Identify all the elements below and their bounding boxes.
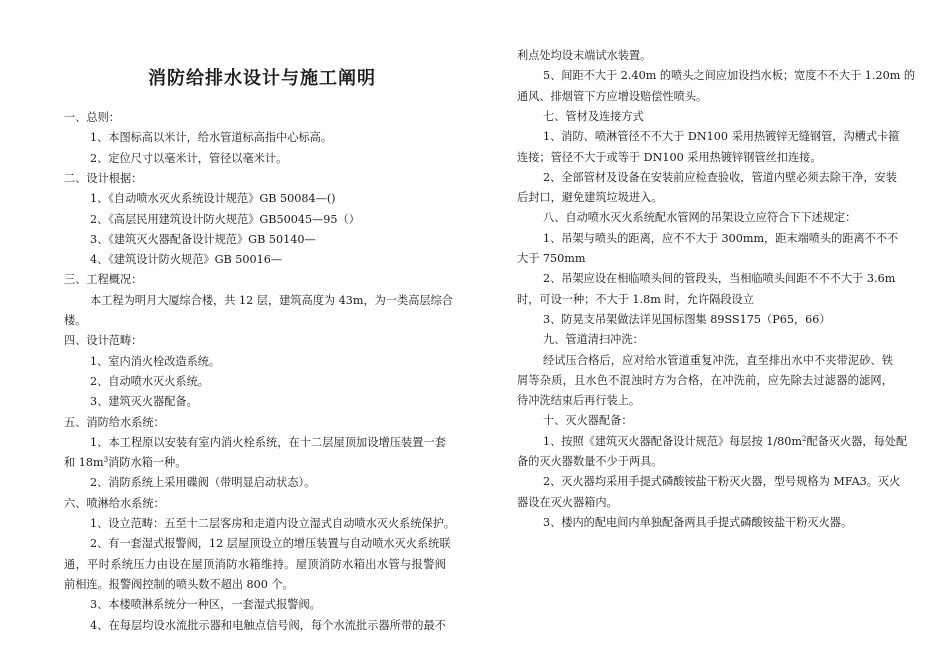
paragraph-line: 3、本楼喷淋系统分一种区，一套湿式报警阀。 <box>90 598 321 612</box>
section-heading: 四、设计范畴： <box>64 334 143 348</box>
paragraph-line: 通风、排烟管下方应增设赔偿性喷头。 <box>517 89 708 103</box>
paragraph-line: 3、楼内的配电间内单独配备两具手提式磷酸铵盐干粉灭火器。 <box>543 515 853 529</box>
paragraph-line: 2、吊架应设在相临喷头间的管段头，当相临喷头间距不不不大于 3.6m <box>543 272 896 286</box>
section-heading: 三、工程概况： <box>64 273 143 287</box>
paragraph-line: 时，可设一种；不大于 1.8m 时，允许隔段设立 <box>517 292 754 306</box>
paragraph-line: 通，平时系统压力由设在屋顶消防水箱维持。屋顶消防水箱出水管与报警阀 <box>64 557 446 571</box>
paragraph-line: 连接；管径不大于或等于 DN100 采用热镀锌钢管丝扣连接。 <box>517 150 822 164</box>
paragraph-line: 大于 750mm <box>517 252 586 265</box>
paragraph-line: 1、按照《建筑灭火器配备设计规范》每层按 $1/80m^2$配备灭火器，每处配 <box>543 434 908 448</box>
paragraph-line: 器设在灭火器箱内。 <box>517 495 618 509</box>
paragraph-line: 4、在每层均设水流批示器和电触点信号阀，每个水流批示器所带的最不 <box>90 618 446 632</box>
paragraph-line: 3、建筑灭火器配备。 <box>90 395 198 409</box>
paragraph-line: 1、消防、喷淋管径不不大于 DN100 采用热镀锌无缝钢管，沟槽式卡箍 <box>543 130 900 144</box>
paragraph-line: 1、室内消火栓改造系统。 <box>90 354 221 368</box>
paragraph-line: 3、《建筑灭火器配备设计规范》GB 50140— <box>90 232 316 246</box>
paragraph-line: 1、《自动喷水灭火系统设计规范》GB 50084—() <box>90 192 336 206</box>
paragraph-line: 2、消防系统上采用碟阀（带明显启动状态）。 <box>90 476 316 490</box>
paragraph-line: 1、本图标高以米计，给水管道标高指中心标高。 <box>90 131 333 145</box>
paragraph-line: 2、定位尺寸以毫米计，管径以毫米计。 <box>90 151 288 165</box>
section-heading: 六、喷淋给水系统： <box>64 496 165 510</box>
paragraph-line: 2、自动喷水灭火系统。 <box>90 374 209 388</box>
paragraph-line: 八、自动喷水灭火系统配水管网的吊架设立应符合下下述规定： <box>543 211 857 225</box>
paragraph-line: 十、灭火器配备： <box>543 414 633 428</box>
paragraph-line: 七、管材及连接方式 <box>543 109 644 123</box>
paragraph-line: 2、《高层民用建筑设计防火规范》GB50045—95（） <box>90 212 360 226</box>
paragraph-line: 和 $18m^3$消防水箱一种。 <box>64 456 187 470</box>
section-heading: 五、消防给水系统： <box>64 415 165 429</box>
section-heading: 二、设计根据： <box>64 171 143 185</box>
paragraph-line: 1、本工程原以安装有室内消火栓系统，在十二层屋顶加设增压装置一套 <box>90 435 446 449</box>
paragraph-line: 1、设立范畴：五至十二层客房和走道内设立湿式自动喷水灭火系统保护。 <box>90 517 456 530</box>
paragraph-line: 1、吊架与喷头的距离，应不不大于 300mm，距末端喷头的距离不不不 <box>543 231 899 245</box>
paragraph-line: 2、全部管材及设备在安装前应检查验收，管道内壁必须去除干净，安装 <box>543 170 897 184</box>
paragraph-line: 利点处均设末端试水装置。 <box>517 49 652 62</box>
paragraph-line: 4、《建筑设计防火规范》GB 50016— <box>90 253 283 267</box>
paragraph-line: 后封口，避免建筑垃圾进入。 <box>517 191 663 205</box>
paragraph-line: 经试压合格后，应对给水管道重复冲洗，直至排出水中不夹带泥砂、铁 <box>543 353 893 367</box>
paragraph-line: 待冲洗结束后再行装上。 <box>517 394 641 408</box>
paragraph-line: 2、灭火器均采用手提式磷酸铵盐干粉灭火器，型号规格为 MFA3。灭火 <box>543 475 901 489</box>
paragraph-line: 楼。 <box>64 314 87 327</box>
paragraph-line: 备的灭火器数量不少于两具。 <box>517 455 663 468</box>
paragraph-line: 本工程为明月大厦综合楼，共 12 层，建筑高度为 43m，为一类高层综合 <box>90 293 454 307</box>
section-heading: 一、总则： <box>64 111 120 124</box>
paragraph-line: 3、防晃支吊架做法详见国标图集 89SS175（P65，66） <box>543 312 831 326</box>
paragraph-line: 前相连。报警阀控制的喷头数不超出 800 个。 <box>64 577 294 591</box>
paragraph-line: 九、管道清扫冲洗： <box>543 333 644 347</box>
paragraph-line: 5、间距不大于 2.40m 的喷头之间应加设挡水板；宽度不不大于 1.20m 的 <box>543 69 916 83</box>
paragraph-line: 2、有一套湿式报警阀，12 层屋顶设立的增压装置与自动喷水灭火系统联 <box>90 537 451 551</box>
paragraph-line: 屑等杂质，且水色不混浊时方为合格，在冲洗前，应先除去过滤器的滤网， <box>517 373 893 387</box>
page-title: 消防给排水设计与施工阐明 <box>148 68 376 89</box>
